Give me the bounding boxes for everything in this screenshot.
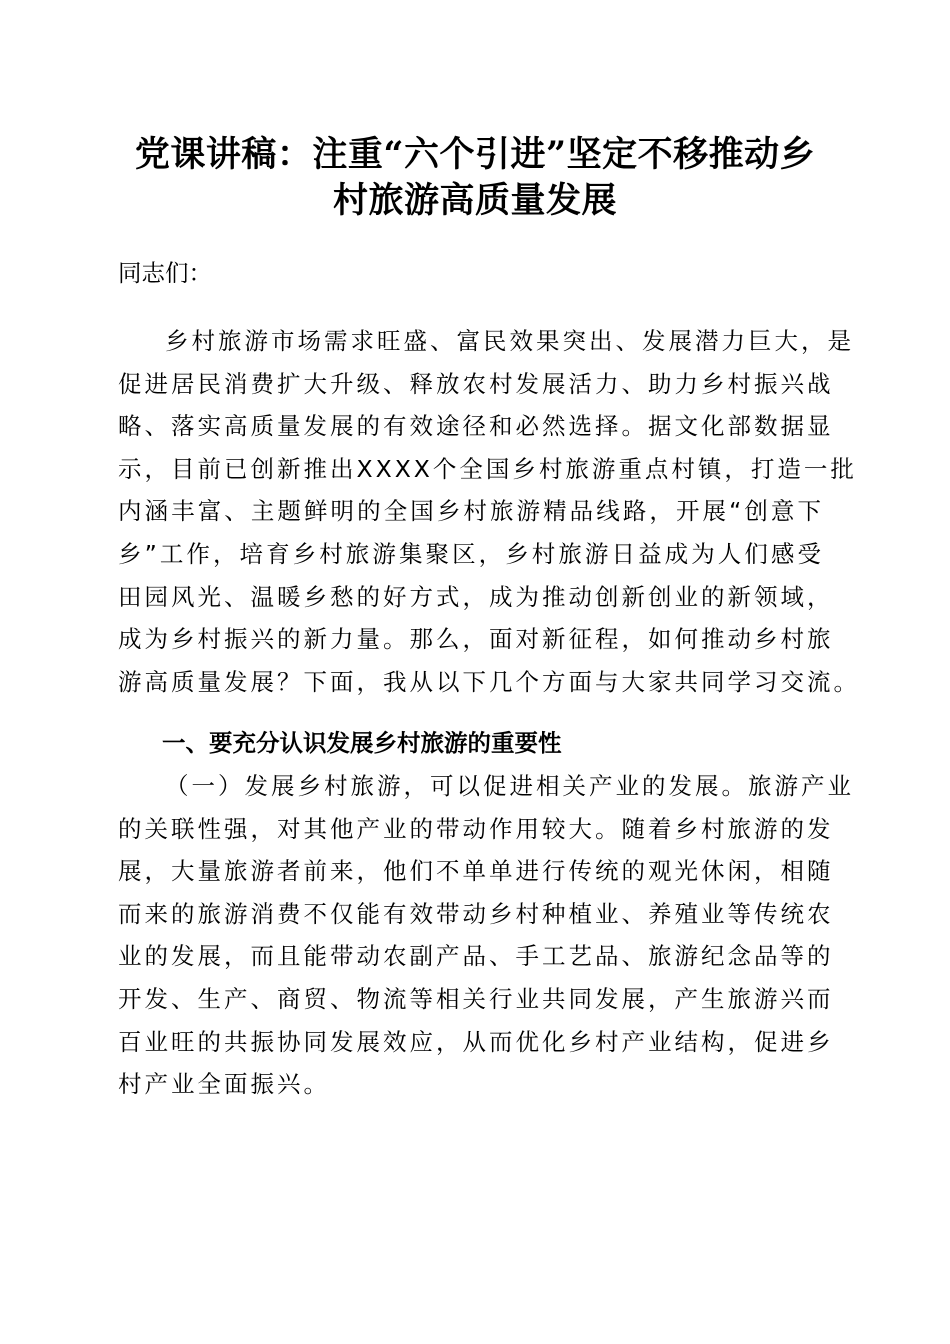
paragraph-line: 游高质量发展？下面，我从以下几个方面与大家共同学习交流。 [118, 667, 860, 696]
paragraph-section-1-1 [118, 765, 854, 1106]
document-title [100, 132, 850, 224]
subsection-lead: （一）发展乡村旅游，可以促进相关产业的发展。 [165, 772, 748, 800]
paragraph-line: 成为乡村振兴的新力量。那么，面对新征程，如何推动乡村旅 [118, 625, 834, 654]
salutation: 同志们： [118, 259, 212, 287]
paragraph-line: 的关联性强，对其他产业的带动作用较大。随着乡村旅游的发 [118, 814, 834, 843]
paragraph-line: 开发、生产、商贸、物流等相关行业共同发展，产生旅游兴而 [118, 984, 834, 1013]
paragraph-line: 而来的旅游消费不仅能有效带动乡村种植业、养殖业等传统农 [118, 899, 834, 928]
section-heading-1: 一、要充分认识发展乡村旅游的重要性 [162, 729, 562, 757]
paragraph-line: 展，大量旅游者前来，他们不单单进行传统的观光休闲，相随 [118, 857, 834, 886]
paragraph-line: 乡”工作，培育乡村旅游集聚区，乡村旅游日益成为人们感受 [118, 539, 824, 568]
paragraph-line-rest: 旅游产业 [748, 772, 854, 800]
title-line-2: 村旅游高质量发展 [332, 180, 617, 221]
paragraph-line: 乡村旅游市场需求旺盛、富民效果突出、发展潜力巨大，是 [165, 327, 854, 355]
paragraph-line: 田园风光、温暖乡愁的好方式，成为推动创新创业的新领域， [118, 582, 834, 611]
paragraph-line: 略、落实高质量发展的有效途径和必然选择。据文化部数据显 [118, 412, 834, 441]
title-line-1: 党课讲稿：注重“六个引进”坚定不移推动乡 [134, 134, 816, 175]
paragraph-line: 示，目前已创新推出XXXX个全国乡村旅游重点村镇，打造一批 [118, 454, 857, 483]
paragraph-line: 百业旺的共振协同发展效应，从而优化乡村产业结构，促进乡 [118, 1027, 834, 1056]
paragraph-line: 促进居民消费扩大升级、释放农村发展活力、助力乡村振兴战 [118, 369, 834, 398]
paragraph-line [118, 765, 854, 808]
paragraph-line: 村产业全面振兴。 [118, 1070, 330, 1099]
paragraph-line: 内涵丰富、主题鲜明的全国乡村旅游精品线路，开展“创意下 [118, 497, 824, 526]
paragraph-line: 业的发展，而且能带动农副产品、手工艺品、旅游纪念品等的 [118, 942, 834, 971]
paragraph-intro [118, 320, 860, 703]
